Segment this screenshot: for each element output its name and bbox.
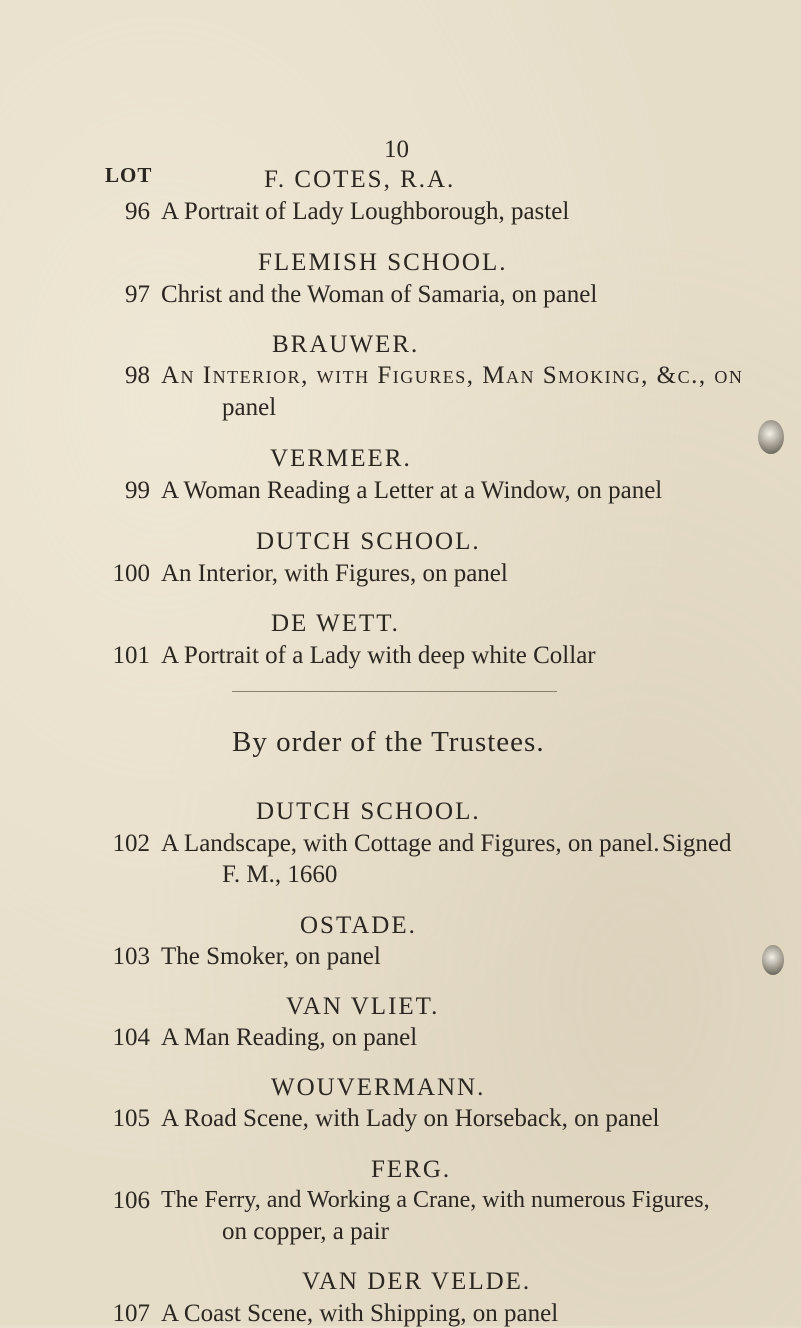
section-divider xyxy=(232,691,557,692)
lot-number: 103 xyxy=(112,943,150,971)
lot-column-header: LOT xyxy=(105,163,153,187)
lot-description: A Portrait of Lady Loughborough, pastel xyxy=(161,197,570,225)
section-heading: By order of the Trustees. xyxy=(232,725,545,758)
artist-name: FERG. xyxy=(371,1155,452,1183)
lot-number: 104 xyxy=(112,1024,150,1052)
lot-number: 102 xyxy=(112,829,150,857)
lot-description: The Smoker, on panel xyxy=(161,943,381,971)
lot-description: An Interior, with Figures, on panel xyxy=(161,559,508,587)
lot-number: 96 xyxy=(125,197,150,225)
lot-number: 107 xyxy=(112,1300,150,1327)
artist-name: VAN VLIET. xyxy=(286,992,440,1020)
artist-name: DUTCH SCHOOL. xyxy=(256,528,481,556)
artist-name: WOUVERMANN. xyxy=(271,1073,486,1101)
lot-description: A Man Reading, on panel xyxy=(161,1024,418,1052)
lot-number: 97 xyxy=(125,280,150,308)
artist-name: VERMEER. xyxy=(270,445,412,473)
lot-number: 98 xyxy=(125,362,150,390)
artist-name: F. COTES, R.A. xyxy=(264,166,456,193)
artist-name: DE WETT. xyxy=(271,610,400,638)
lot-number: 101 xyxy=(112,641,150,669)
paper-hole-mark xyxy=(762,945,784,975)
lot-description-continued: on copper, a pair xyxy=(222,1218,389,1246)
lot-description: A Woman Reading a Letter at a Window, on panel xyxy=(161,476,663,504)
lot-description: Christ and the Woman of Samaria, on panel xyxy=(161,280,598,308)
lot-number: 100 xyxy=(112,559,150,587)
artist-name: OSTADE. xyxy=(300,911,417,939)
paper-hole-mark xyxy=(758,420,784,454)
lot-number: 106 xyxy=(112,1187,150,1215)
lot-number: 99 xyxy=(125,476,150,504)
lot-signed-label: Signed xyxy=(662,829,732,857)
lot-description-continued: panel xyxy=(222,394,277,422)
lot-description: A Landscape, with Cottage and Figures, on panel. xyxy=(161,829,660,857)
lot-description: A Coast Scene, with Shipping, on panel xyxy=(161,1300,559,1327)
lot-description: An Interior, with Figures, Man Smoking, &c., on xyxy=(161,362,744,390)
artist-name: BRAUWER. xyxy=(272,330,420,358)
lot-description: The Ferry, and Working a Crane, with numerous Figures, xyxy=(161,1187,710,1214)
artist-name: DUTCH SCHOOL. xyxy=(256,798,481,826)
artist-name: FLEMISH SCHOOL. xyxy=(258,248,508,276)
lot-number: 105 xyxy=(112,1105,150,1133)
page-number: 10 xyxy=(384,136,409,163)
lot-description-continued: F. M., 1660 xyxy=(222,861,338,889)
lot-description: A Portrait of a Lady with deep white Collar xyxy=(161,641,596,669)
artist-name: VAN DER VELDE. xyxy=(302,1268,532,1296)
lot-description: A Road Scene, with Lady on Horseback, on panel xyxy=(161,1105,660,1133)
